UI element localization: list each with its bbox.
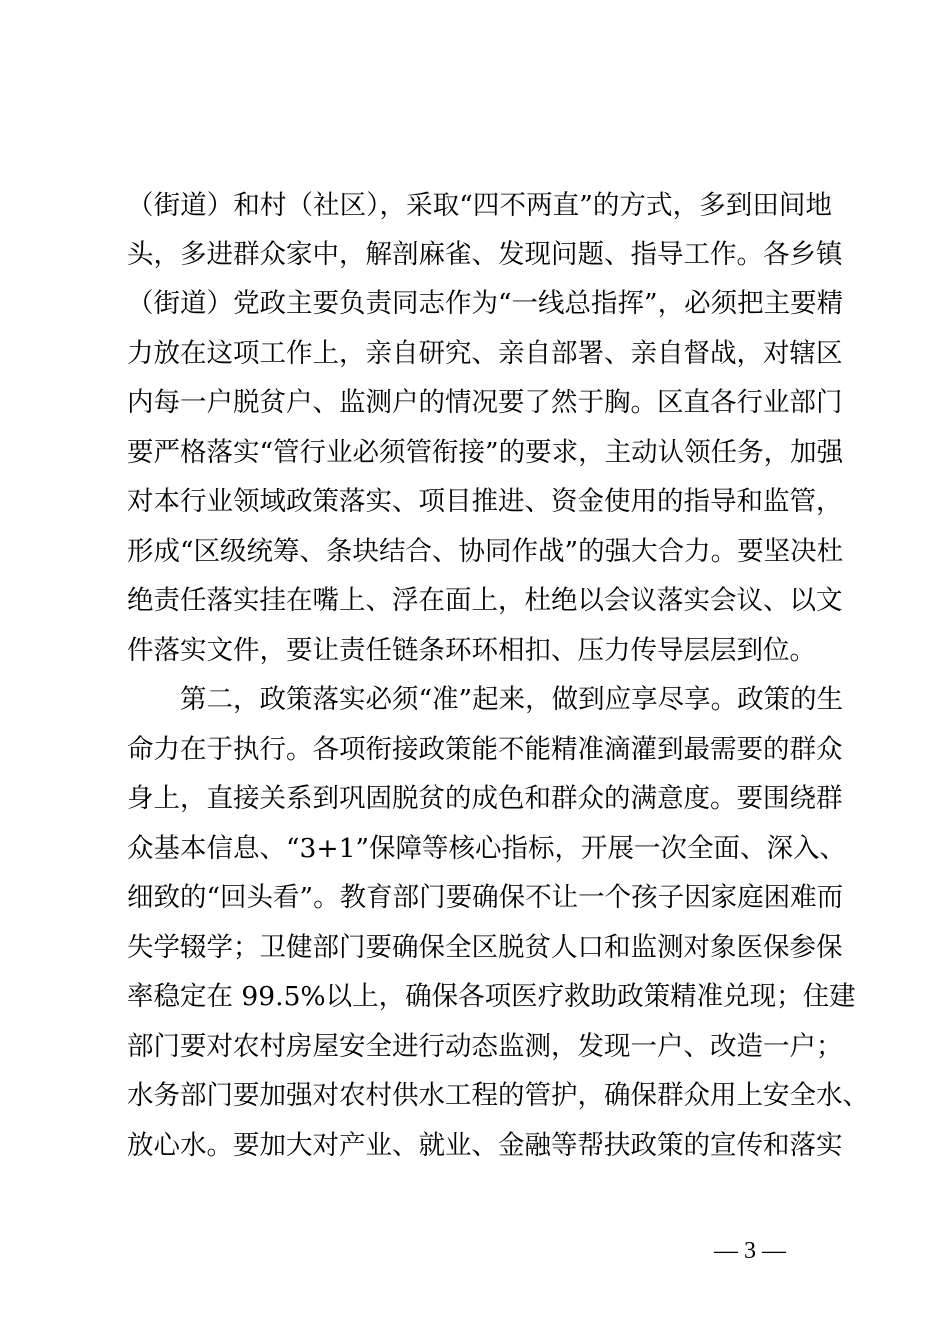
text-line: 放心水。要加大对产业、就业、金融等帮扶政策的宣传和落实 xyxy=(127,1130,843,1161)
text-line: （街道）党政主要负责同志作为“一线总指挥”，必须把主要精 xyxy=(127,288,844,319)
text-line: 率稳定在 99.5%以上，确保各项医疗救助政策精准兑现；住建 xyxy=(127,981,856,1012)
page-number: — 3 — xyxy=(714,1238,786,1264)
text-line: 身上，直接关系到巩固脱贫的成色和群众的满意度。要围绕群 xyxy=(127,783,843,814)
text-line: 失学辍学；卫健部门要确保全区脱贫人口和监测对象医保参保 xyxy=(127,932,843,963)
text-line: 绝责任落实挂在嘴上、浮在面上，杜绝以会议落实会议、以文 xyxy=(127,585,843,616)
text-line: 细致的“回头看”。教育部门要确保不让一个孩子因家庭困难而 xyxy=(127,882,844,913)
text-line: 部门要对农村房屋安全进行动态监测，发现一户、改造一户； xyxy=(127,1031,843,1062)
text-line: 件落实文件，要让责任链条环环相扣、压力传导层层到位。 xyxy=(127,635,816,666)
text-line: 命力在于执行。各项衔接政策能不能精准滴灌到最需要的群众 xyxy=(127,734,843,765)
text-line: 头，多进群众家中，解剖麻雀、发现问题、指导工作。各乡镇 xyxy=(127,239,843,270)
text-line: 第二，政策落实必须“准”起来，做到应享尽享。政策的生 xyxy=(180,684,844,715)
text-line: 力放在这项工作上，亲自研究、亲自部署、亲自督战，对辖区 xyxy=(127,338,843,369)
text-line: 形成“区级统筹、条块结合、协同作战”的强大合力。要坚决杜 xyxy=(127,536,844,567)
text-line: 内每一户脱贫户、监测户的情况要了然于胸。区直各行业部门 xyxy=(127,387,843,418)
text-line: 众基本信息、“3+1”保障等核心指标，开展一次全面、深入、 xyxy=(127,833,847,864)
text-line: （街道）和村（社区），采取“四不两直”的方式，多到田间地 xyxy=(127,190,832,221)
text-line: 要严格落实“管行业必须管衔接”的要求，主动认领任务，加强 xyxy=(127,437,844,468)
text-line: 对本行业领域政策落实、项目推进、资金使用的指导和监管， xyxy=(127,486,843,517)
text-line: 水务部门要加强对农村供水工程的管护，确保群众用上安全水、 xyxy=(127,1080,869,1111)
